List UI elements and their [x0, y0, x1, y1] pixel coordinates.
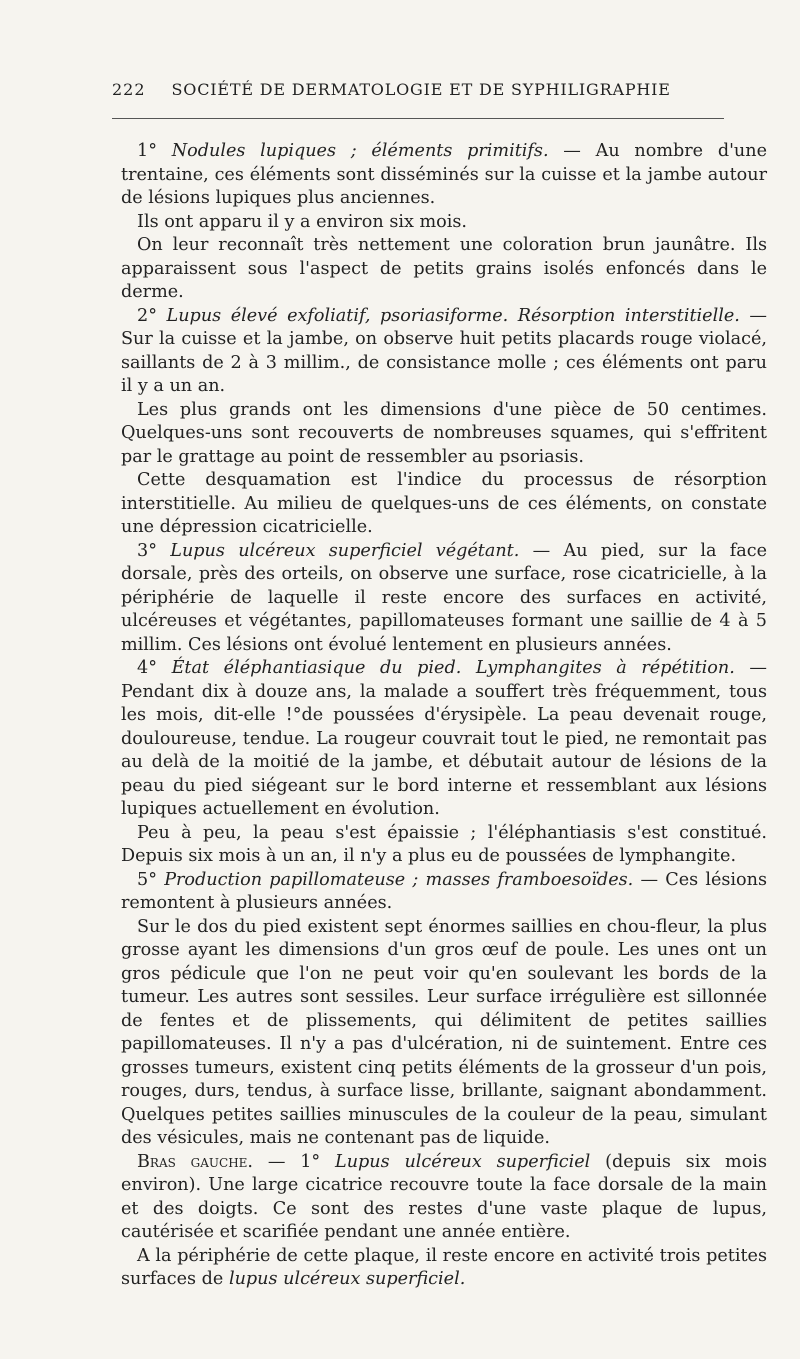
paragraph: Ils ont apparu il y a environ six mois. [137, 211, 468, 232]
paragraph: 3° Lupus ulcéreux superficiel végétant. — Au pied, sur la face dorsale, près des orteils, on observe une surface, rose cicatricielle, à la périphérie de laquelle il reste encore des surfaces en activité, ulcéreuses et végétantes, papillomateuses formant une saillie de 4 à 5 millim. Ces lésions ont évolué lentement en plusieurs années. [121, 540, 767, 655]
paragraph: Cette desquamation est l'indice du processus de résorption interstitielle. Au milieu de quelques-uns de ces éléments, on constate une dépression cicatricielle. [121, 470, 767, 537]
paragraph: Bras gauche. — 1° Lupus ulcéreux superficiel (depuis six mois environ). Une large cicatrice recouvre toute la face dorsale de la main et des doigts. Ce sont des restes d'une vaste plaque de lupus, cautérisée et scarifiée pendant une année entière. [121, 1151, 767, 1242]
running-title: SOCIÉTÉ DE DERMATOLOGIE ET DE SYPHILIGRAPHIE [171, 80, 671, 99]
page-number: 222 [112, 80, 146, 99]
paragraph: Sur le dos du pied existent sept énormes saillies en chou-fleur, la plus grosse ayant les dimensions d'un gros œuf de poule. Les unes ont un gros pédicule que l'on ne peut voir qu'en soulevant les bords de la tumeur. Les autres sont sessiles. Leur surface irrégulière est sillonnée de fentes et de plissements, qui délimitent de petites saillies papillomateuses. Il n'y a pas d'ulcération, ni de suintement. Entre ces grosses tumeurs, existent cinq petits éléments de la grosseur d'un pois, rouges, durs, tendus, à surface lisse, brillante, saignant abondamment. Quelques petites saillies minuscules de la couleur de la peau, simulant des vésicules, mais ne contenant pas de liquide. [121, 916, 767, 1148]
paragraph: A la périphérie de cette plaque, il reste encore en activité trois petites surfaces de lupus ulcéreux superficiel. [121, 1245, 767, 1289]
running-header [112, 80, 712, 99]
paragraph: 5° Production papillomateuse ; masses framboesoïdes. — Ces lésions remontent à plusieurs années. [121, 869, 767, 913]
paragraph: On leur reconnaît très nettement une coloration brun jaunâtre. Ils apparaissent sous l'aspect de petits grains isolés enfoncés dans le derme. [121, 235, 767, 302]
paragraph: Les plus grands ont les dimensions d'une pièce de 50 centimes. Quelques-uns sont recouverts de nombreuses squames, qui s'effritent par le grattage au point de ressembler au psoriasis. [121, 399, 767, 467]
body-text [121, 140, 767, 1292]
paragraph: 2° Lupus élevé exfoliatif, psoriasiforme. Résorption interstitielle. — Sur la cuisse et la jambe, on observe huit petits placards rouge violacé, saillants de 2 à 3 millim., de consistance molle ; ces éléments ont paru il y a un an. [121, 305, 767, 396]
paragraph: 4° État éléphantiasique du pied. Lymphangites à répétition. — Pendant dix à douze ans, la malade a souffert très fréquemment, tous les mois, dit-elle !°de poussées d'érysipèle. La peau devenait rouge, douloureuse, tendue. La rougeur couvrait tout le pied, ne remontait pas au delà de la moitié de la jambe, et débutait autour de lésions de la peau du pied siégeant sur le bord interne et ressemblant aux lésions lupiques actuellement en évolution. [121, 658, 768, 819]
paragraph: 1° Nodules lupiques ; éléments primitifs. — Au nombre d'une trentaine, ces éléments sont disséminés sur la cuisse et la jambe autour de lésions lupiques plus anciennes. [121, 141, 767, 208]
paragraph: Peu à peu, la peau s'est épaissie ; l'éléphantiasis s'est constitué. Depuis six mois à un an, il n'y a plus eu de poussées de lymphangite. [121, 822, 767, 866]
header-rule [112, 118, 724, 119]
